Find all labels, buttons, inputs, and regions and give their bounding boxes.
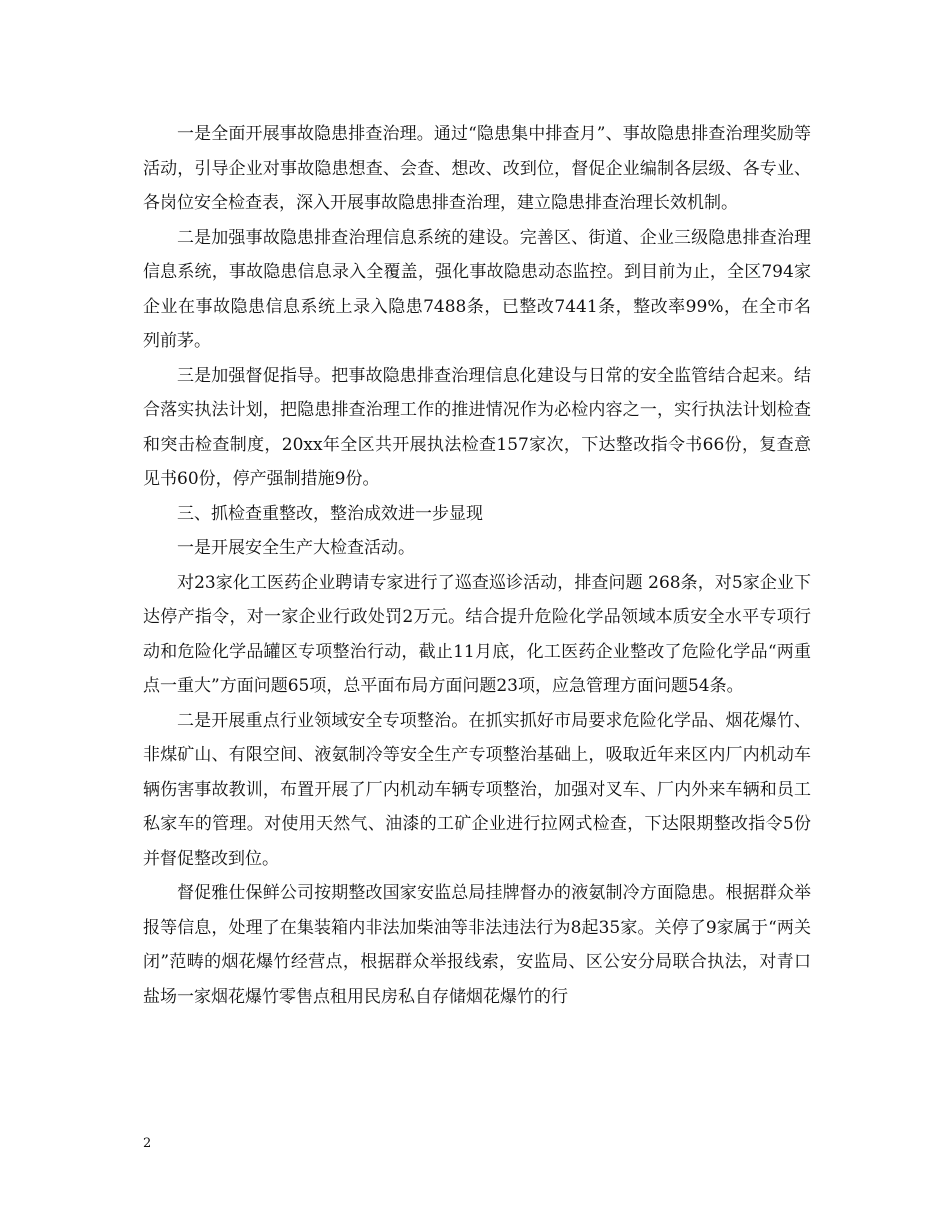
paragraph-information-system: 二是加强事故隐患排查治理信息系统的建设。完善区、街道、企业三级隐患排查治理信息系统，事故隐患信息录入全覆盖，强化事故隐患动态监控。到目前为止，全区794家企业在事故隐患信息系统上录入隐患7488条，已整改7441条，整改率99%，在全市名列前茅。 (143, 227, 811, 351)
page-number: 2 (143, 1136, 152, 1151)
body-text (143, 117, 811, 1014)
section-heading: 三、抓检查重整改，整治成效进一步显现 (177, 503, 483, 524)
paragraph-hazard-investigation: 一是全面开展事故隐患排查治理。通过“隐患集中排查月”、事故隐患排查治理奖励等活动，引导企业对事故隐患想查、会查、想改、改到位，督促企业编制各层级、各专业、各岗位安全检查表，深入开展事故隐患排查治理，建立隐患排查治理长效机制。 (143, 124, 811, 213)
paragraph-inspection-activity: 一是开展安全生产大检查活动。 (177, 538, 415, 558)
paragraph-chemical-enterprise-inspection: 对23家化工医药企业聘请专家进行了巡查巡诊活动，排查问题 268条，对5家企业下达停产指令，对一家企业行政处罚2万元。结合提升危险化学品领域本质安全水平专项行动和危险化学品罐区专项整治行动，截止11月底，化工医药企业整改了危险化学品“两重点一重大”方面问题65项，总平面布局方面问题23项，应急管理方面问题54条。 (143, 572, 811, 696)
paragraph-supervision-guidance: 三是加强督促指导。把事故隐患排查治理信息化建设与日常的安全监管结合起来。结合落实执法计划，把隐患排查治理工作的推进情况作为必检内容之一，实行执法计划检查和突击检查制度，20xx年全区共开展执法检查157家次，下达整改指令书66份，复查意见书60份，停产强制措施9份。 (143, 365, 811, 489)
paragraph-special-rectification: 二是开展重点行业领域安全专项整治。在抓实抓好市局要求危险化学品、烟花爆竹、非煤矿山、有限空间、液氨制冷等安全生产专项整治基础上，吸取近年来区内厂内机动车辆伤害事故教训，布置开展了厂内机动车辆专项整治，加强对叉车、厂内外来车辆和员工私家车的管理。对使用天然气、油漆的工矿企业进行拉网式检查，下达限期整改指令5份并督促整改到位。 (143, 710, 811, 869)
paragraph-ammonia-refrigeration: 督促雅仕保鲜公司按期整改国家安监总局挂牌督办的液氨制冷方面隐患。根据群众举报等信息，处理了在集装箱内非法加柴油等非法违法行为8起35家。关停了9家属于“两关闭”范畴的烟花爆竹经营点，根据群众举报线索，安监局、区公安分局联合执法，对青口盐场一家烟花爆竹零售点租用民房私自存储烟花爆竹的行 (143, 883, 811, 1007)
